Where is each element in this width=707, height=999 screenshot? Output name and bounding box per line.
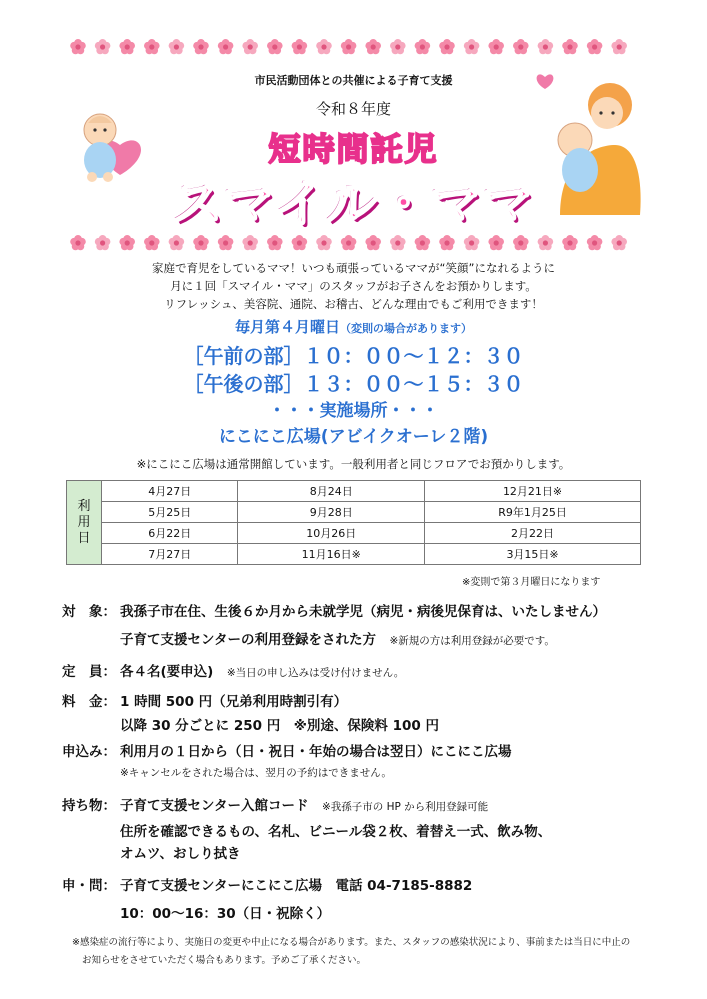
flower-icon bbox=[267, 235, 283, 250]
flower-icon bbox=[95, 39, 111, 54]
table-side-label: 利 用 日 bbox=[67, 481, 102, 565]
table-cell: R9年1月25日 bbox=[425, 502, 641, 523]
bring-row-2: 住所を確認できるもの、名札、ビニール袋２枚、着替え一式、飲み物、 bbox=[120, 824, 552, 840]
flower-icon bbox=[144, 39, 160, 54]
target-text-2: 子育て支援センターの利用登録をされた方 bbox=[120, 632, 376, 648]
footer-note: ※感染症の流行等により、実施日の変更や中止になる場合があります。また、スタッフの感染状況により、事前または当日に中止の bbox=[72, 937, 631, 948]
flower-icon bbox=[169, 39, 185, 54]
flower-icon bbox=[70, 235, 86, 250]
flower-icon bbox=[611, 235, 627, 250]
flower-icon bbox=[415, 39, 431, 54]
venue-note: ※にこにこ広場は通常開館しています。一般利用者と同じフロアでお預かりします。 bbox=[136, 457, 571, 471]
bring-row bbox=[62, 794, 488, 814]
venue-name: にこにこ広場(アビイクオーレ２階) bbox=[218, 427, 489, 447]
fee-text: 1 時間 500 円（兄弟利用時割引有） bbox=[120, 694, 348, 710]
table-cell: 2月22日 bbox=[425, 523, 641, 544]
table-row bbox=[67, 502, 641, 523]
flower-icon bbox=[415, 235, 431, 250]
intro-line: 家庭で育児をしているママ！いつも頑張っているママが“笑顔”になれるように bbox=[152, 261, 555, 275]
flower-icon bbox=[488, 235, 504, 250]
flower-icon bbox=[390, 235, 406, 250]
bring-note: ※我孫子市の HP から利用登録可能 bbox=[321, 801, 489, 813]
flower-icon bbox=[169, 235, 185, 250]
table-cell: 7月27日 bbox=[102, 544, 238, 565]
flower-icon bbox=[218, 39, 234, 54]
schedule-day bbox=[0, 316, 707, 337]
table-cell: 4月27日 bbox=[102, 481, 238, 502]
top-flower-border bbox=[66, 36, 641, 58]
table-cell: 6月22日 bbox=[102, 523, 238, 544]
schedule-afternoon: ［午後の部］１３：００～１５：３０ bbox=[183, 372, 524, 396]
flower-icon bbox=[365, 39, 381, 54]
table-row bbox=[67, 481, 641, 502]
flower-icon bbox=[464, 39, 480, 54]
flower-icon bbox=[316, 235, 332, 250]
target-note: ※新規の方は利用登録が必要です。 bbox=[389, 635, 555, 647]
contact-hours: 10：00～16：30（日・祝除く） bbox=[120, 906, 331, 922]
capacity-note: ※当日の申し込みは受け付けません。 bbox=[226, 667, 405, 679]
schedule-morning: ［午前の部］１０：００～１２：３０ bbox=[183, 344, 524, 368]
bring-text: 子育て支援センター入館コード bbox=[120, 798, 309, 814]
flower-icon bbox=[95, 235, 111, 250]
table-cell: 8月24日 bbox=[238, 481, 425, 502]
contact-text: 子育て支援センターにこにこ広場 電話 04-7185-8882 bbox=[120, 878, 473, 894]
flower-icon bbox=[439, 235, 455, 250]
flower-icon bbox=[513, 235, 529, 250]
flower-icon bbox=[611, 39, 627, 54]
fee-row bbox=[62, 690, 347, 710]
flower-icon bbox=[292, 39, 308, 54]
flower-icon bbox=[538, 235, 554, 250]
flower-icon bbox=[587, 39, 603, 54]
table-cell: 9月28日 bbox=[238, 502, 425, 523]
table-cell: 12月21日※ bbox=[425, 481, 641, 502]
flower-icon bbox=[144, 235, 160, 250]
capacity-text: 各４名(要申込) bbox=[120, 664, 214, 680]
flower-icon bbox=[242, 235, 258, 250]
flower-icon bbox=[390, 39, 406, 54]
flower-icon bbox=[341, 235, 357, 250]
flower-icon bbox=[538, 39, 554, 54]
contact-row bbox=[62, 874, 472, 894]
bottom-flower-border bbox=[66, 232, 641, 254]
venue-heading: ・・・実施場所・・・ bbox=[268, 401, 439, 421]
flower-icon bbox=[439, 39, 455, 54]
flower-icon bbox=[70, 39, 86, 54]
contact-label: 申・問： bbox=[62, 878, 116, 894]
flower-icon bbox=[119, 39, 135, 54]
flower-icon bbox=[587, 235, 603, 250]
subtitle-short-term-childcare: 短時間託児 bbox=[268, 130, 439, 168]
table-row bbox=[67, 523, 641, 544]
intro-text bbox=[0, 259, 707, 313]
target-row bbox=[62, 600, 606, 620]
table-cell: 3月15日※ bbox=[425, 544, 641, 565]
capacity-row bbox=[62, 660, 404, 680]
apply-text: 利用月の１日から（日・祝日・年始の場合は翌日）にこにこ広場 bbox=[120, 744, 512, 760]
fee-row-2: 以降 30 分ごとに 250 円 ※別途、保険料 100 円 bbox=[120, 718, 439, 734]
flower-icon bbox=[365, 235, 381, 250]
dates-table bbox=[66, 480, 641, 565]
table-cell: 11月16日※ bbox=[238, 544, 425, 565]
target-text: 我孫子市在住、生後６か月から未就学児（病児・病後児保育は、いたしません） bbox=[120, 604, 606, 620]
flower-icon bbox=[316, 39, 332, 54]
flower-icon bbox=[119, 235, 135, 250]
flower-icon bbox=[193, 235, 209, 250]
capacity-label: 定 員： bbox=[62, 664, 116, 680]
apply-note: ※キャンセルをされた場合は、翌月の予約はできません。 bbox=[120, 767, 392, 779]
table-row bbox=[67, 544, 641, 565]
intro-line: 月に１回「スマイル・ママ」のスタッフがお子さんをお預かりします。 bbox=[170, 279, 537, 293]
fiscal-year: 令和８年度 bbox=[315, 100, 391, 118]
table-cell: 5月25日 bbox=[102, 502, 238, 523]
target-label: 対 象： bbox=[62, 604, 116, 620]
bring-label: 持ち物： bbox=[62, 798, 116, 814]
schedule-day-note: （変則の場合があります） bbox=[340, 322, 472, 335]
supertitle: 市民活動団体との共催による子育て支援 bbox=[254, 74, 453, 87]
apply-row bbox=[62, 740, 512, 760]
schedule-day-text: 毎月第４月曜日 bbox=[234, 318, 340, 336]
flower-icon bbox=[292, 235, 308, 250]
flower-icon bbox=[562, 39, 578, 54]
bring-row-3: オムツ、おしり拭き bbox=[120, 846, 241, 862]
flower-icon bbox=[193, 39, 209, 54]
main-title: スマイル・ママ bbox=[172, 175, 535, 233]
intro-line: リフレッシュ、美容院、通院、お稽古、どんな理由でもご利用できます！ bbox=[164, 297, 543, 311]
flower-icon bbox=[341, 39, 357, 54]
flower-icon bbox=[242, 39, 258, 54]
flower-icon bbox=[464, 235, 480, 250]
table-note: ※変則で第３月曜日になります bbox=[462, 577, 601, 588]
target-row-2 bbox=[120, 628, 555, 648]
flower-icon bbox=[513, 39, 529, 54]
flower-icon bbox=[488, 39, 504, 54]
apply-label: 申込み： bbox=[62, 744, 116, 760]
flower-icon bbox=[267, 39, 283, 54]
footer-note: お知らせをさせていただく場合もあります。予めご了承ください。 bbox=[82, 955, 366, 966]
fee-label: 料 金： bbox=[62, 694, 116, 710]
flower-icon bbox=[562, 235, 578, 250]
flower-icon bbox=[218, 235, 234, 250]
table-cell: 10月26日 bbox=[238, 523, 425, 544]
